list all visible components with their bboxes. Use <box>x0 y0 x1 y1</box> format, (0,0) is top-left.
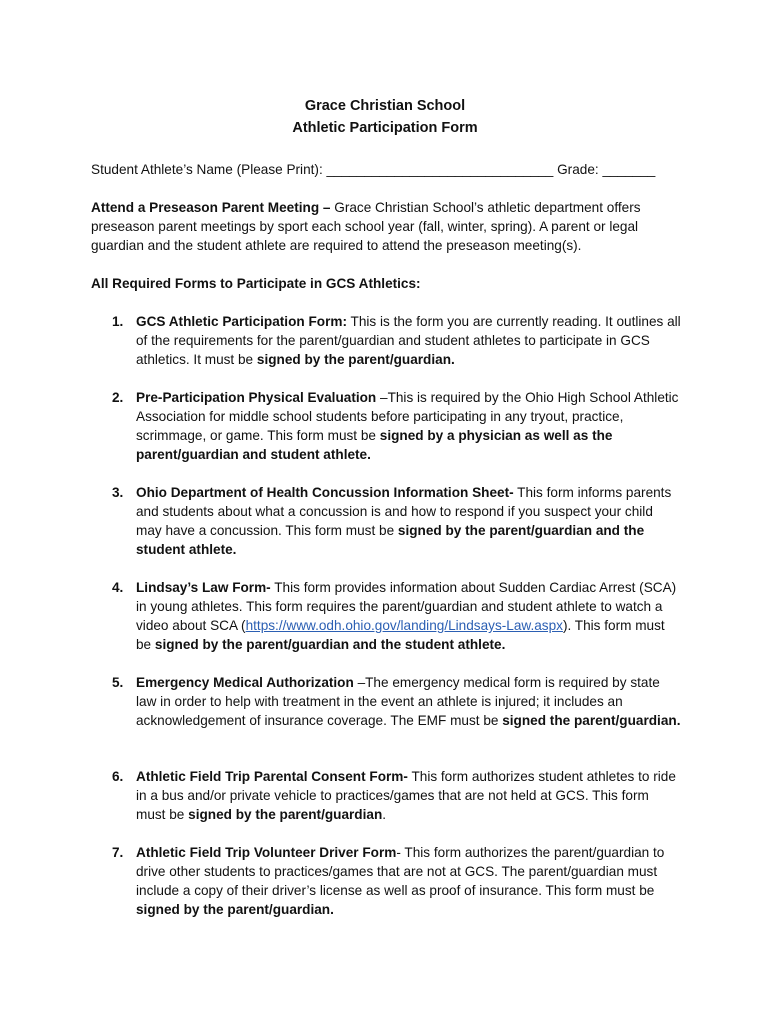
document-header <box>0 95 770 139</box>
grade-field[interactable]: _______ <box>602 162 656 177</box>
student-name-field[interactable]: ______________________________ <box>326 162 554 177</box>
item-number: 2. <box>112 390 124 405</box>
meeting-text: Grace Christian School’s athletic department offers preseason parent meetings by sport each school year (fall, winter, spring). A parent or legal guardian and the student athlete are required to attend the preseason meeting(s). <box>91 200 641 253</box>
list-item <box>112 388 682 464</box>
item-title: GCS Athletic Participation Form: <box>136 314 347 329</box>
list-item <box>112 843 682 919</box>
school-name: Grace Christian School <box>304 98 466 114</box>
list-item <box>112 483 682 559</box>
list-item <box>112 312 682 369</box>
list-item <box>112 673 682 730</box>
item-tail: . <box>382 807 387 822</box>
item-signature-requirement: signed by the parent/guardian and the student athlete. <box>154 637 506 652</box>
item-number: 3. <box>112 485 124 500</box>
item-number: 1. <box>112 314 124 329</box>
item-signature-requirement: signed by the parent/guardian and the student athlete. <box>136 523 645 557</box>
item-number: 6. <box>112 769 124 784</box>
item-text: This form authorizes student athletes to ride in a bus and/or private vehicle to practices/games that are not held at GCS. This form must be <box>136 769 676 822</box>
item-signature-requirement: signed the parent/guardian. <box>502 713 681 728</box>
item-title: Ohio Department of Health Concussion Information Sheet- <box>136 485 514 500</box>
item-signature-requirement: signed by the parent/guardian. <box>136 902 334 917</box>
item-title: Pre-Participation Physical Evaluation <box>136 390 377 405</box>
form-title: Athletic Participation Form <box>292 120 478 136</box>
item-number: 7. <box>112 845 124 860</box>
item-text: This form provides information about Sudden Cardiac Arrest (SCA) in young athletes. This form requires the parent/guardian and student athlete to watch a video about SCA ( <box>136 580 677 633</box>
item-title: Athletic Field Trip Volunteer Driver Form <box>136 845 397 860</box>
item-text: - This form authorizes the parent/guardian to drive other students to practices/games that are not at GCS. The parent/guardian must include a copy of their driver’s license as well as proof of insurance. This form must be <box>136 845 665 898</box>
student-info-line <box>91 160 691 179</box>
item-signature-requirement: signed by a physician as well as the parent/guardian and student athlete. <box>136 428 613 462</box>
lindsays-law-link[interactable]: https://www.odh.ohio.gov/landing/Lindsays-Law.aspx <box>245 618 563 633</box>
item-text: This form informs parents and students about what a concussion is and how to respond if you suspect your child may have a concussion. This form must be <box>136 485 672 538</box>
student-name-label: Student Athlete’s Name (Please Print): <box>91 162 323 177</box>
list-item <box>112 767 682 824</box>
meeting-lead: Attend a Preseason Parent Meeting – <box>91 200 331 215</box>
item-text: This is the form you are currently reading. It outlines all of the requirements for the parent/guardian and student athletes to participate in GCS athletics. It must be <box>136 314 681 367</box>
item-number: 4. <box>112 580 124 595</box>
required-forms-heading: All Required Forms to Participate in GCS Athletics: <box>91 276 421 291</box>
item-signature-requirement: signed by the parent/guardian. <box>256 352 455 367</box>
item-title: Emergency Medical Authorization <box>136 675 354 690</box>
item-title: Lindsay’s Law Form- <box>136 580 271 595</box>
item-signature-requirement: signed by the parent/guardian <box>188 807 383 822</box>
item-number: 5. <box>112 675 124 690</box>
item-text-after-link: ). This form must be <box>136 618 665 652</box>
item-text: –This is required by the Ohio High School Athletic Association for middle school students before participating in any tryout, practice, scrimmage, or game. This form must be <box>136 390 679 443</box>
list-item <box>112 578 682 654</box>
preseason-meeting-paragraph <box>91 198 671 255</box>
item-title: Athletic Field Trip Parental Consent Form- <box>136 769 408 784</box>
grade-label: Grade: <box>557 162 599 177</box>
item-text: –The emergency medical form is required by state law in order to help with treatment in the event an athlete is injured; it includes an acknowledgement of insurance coverage. The EMF must be <box>136 675 660 728</box>
